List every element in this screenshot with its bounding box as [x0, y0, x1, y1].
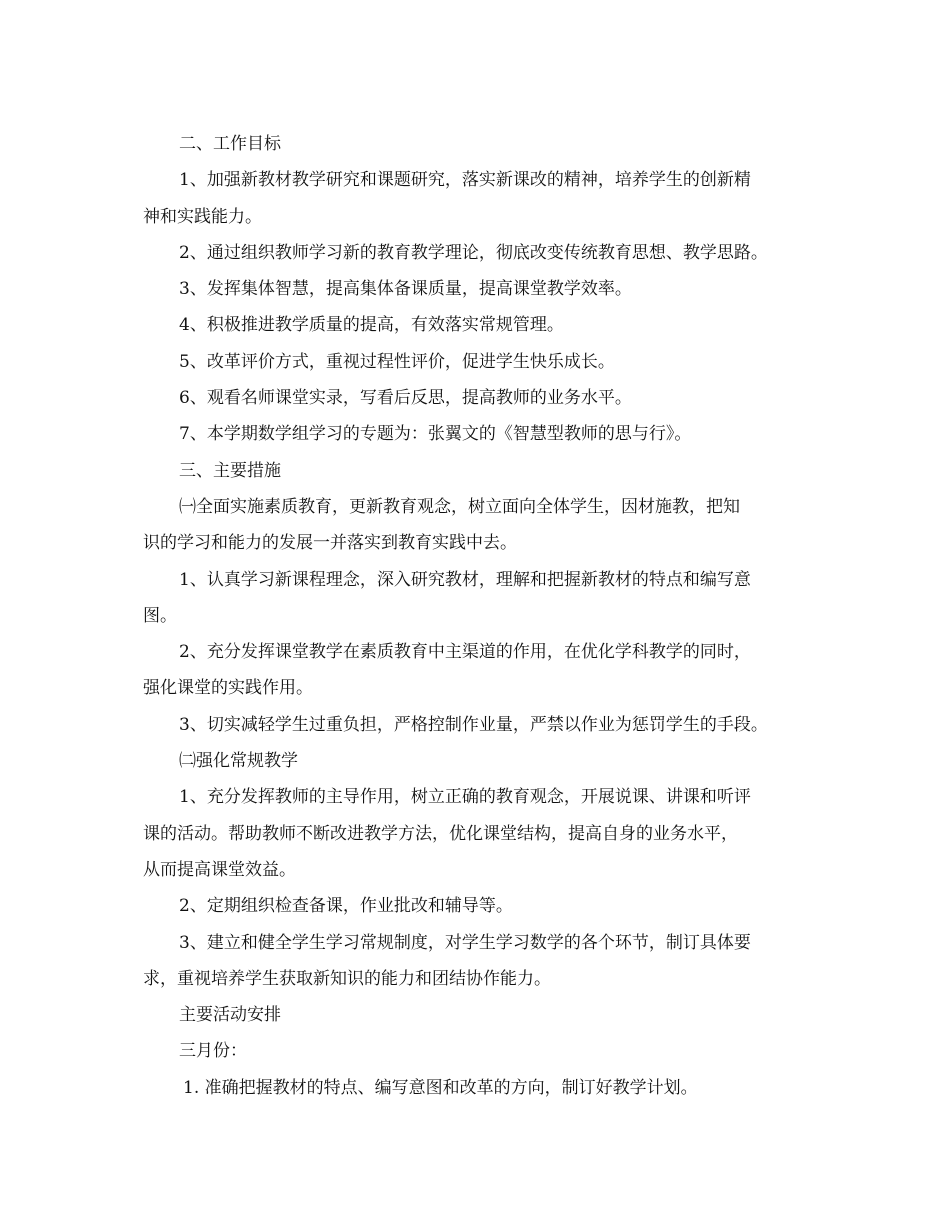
paragraph-line: 图。	[143, 605, 177, 626]
paragraph-line: 6、观看名师课堂实录，写看后反思，提高教师的业务水平。	[179, 388, 632, 409]
paragraph-line: 1、加强新教材教学研究和课题研究，落实新课改的精神，培养学生的创新精	[179, 170, 751, 191]
paragraph-line: 神和实践能力。	[143, 206, 262, 227]
section-heading-goals: 二、工作目标	[179, 134, 281, 154]
paragraph-line: 求，重视培养学生获取新知识的能力和团结协作能力。	[143, 968, 551, 989]
paragraph-line: 1、充分发挥教师的主导作用，树立正确的教育观念，开展说课、讲课和听评	[179, 787, 751, 808]
month-heading: 三月份：	[179, 1041, 247, 1062]
paragraph-line: 5、改革评价方式，重视过程性评价，促进学生快乐成长。	[179, 351, 615, 372]
paragraph-line: 3、发挥集体智慧，提高集体备课质量，提高课堂教学效率。	[179, 279, 632, 300]
document-body	[143, 126, 833, 1106]
paragraph-line: 3、切实减轻学生过重负担，严格控制作业量，严禁以作业为惩罚学生的手段。	[179, 714, 768, 735]
paragraph-line: 2、定期组织检查备课，作业批改和辅导等。	[179, 896, 513, 917]
paragraph-line: 2、通过组织教师学习新的教育教学理论，彻底改变传统教育思想、教学思路。	[179, 242, 768, 263]
subsection-heading: ㈡强化常规教学	[179, 751, 298, 772]
paragraph-line: ㈠全面实施素质教育，更新教育观念，树立面向全体学生，因材施教，把知	[179, 496, 740, 517]
section-heading-measures: 三、主要措施	[179, 460, 281, 481]
paragraph-line: 3、建立和健全学生学习常规制度，对学生学习数学的各个环节，制订具体要	[179, 932, 751, 953]
paragraph-line: 从而提高课堂效益。	[143, 859, 296, 880]
paragraph-line: 7、本学期数学组学习的专题为：张翼文的《智慧型教师的思与行》。	[179, 424, 692, 445]
section-heading-activities: 主要活动安排	[179, 1005, 281, 1026]
paragraph-line: 1、认真学习新课程理念，深入研究教材，理解和把握新教材的特点和编写意	[179, 569, 751, 590]
paragraph-line: 课的活动。帮助教师不断改进教学方法，优化课堂结构，提高自身的业务水平，	[143, 823, 738, 844]
numbered-item: 1. 准确把握教材的特点、编写意图和改革的方向，制订好教学计划。	[183, 1077, 698, 1098]
paragraph-line: 识的学习和能力的发展一并落实到教育实践中去。	[143, 533, 517, 554]
paragraph-line: 2、充分发挥课堂教学在素质教育中主渠道的作用，在优化学科教学的同时，	[179, 642, 751, 663]
paragraph-line: 强化课堂的实践作用。	[143, 678, 313, 699]
paragraph-line: 4、积极推进教学质量的提高，有效落实常规管理。	[179, 315, 564, 336]
